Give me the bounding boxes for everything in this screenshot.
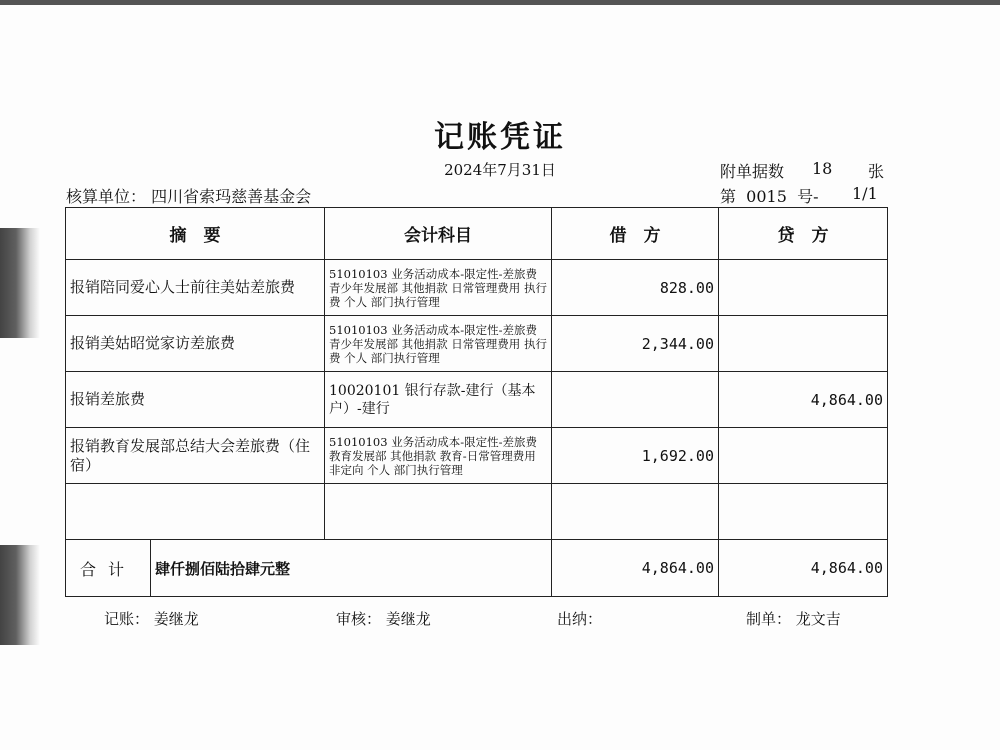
- entry-subject: [325, 484, 552, 540]
- attachments-label: 附单据数: [720, 162, 785, 181]
- scan-artifact: [0, 545, 40, 645]
- entry-summary: [66, 484, 325, 540]
- voucher-title: 记账凭证: [434, 120, 566, 155]
- attachments-count: 18: [812, 159, 833, 178]
- entry-summary: 报销陪同爱心人士前往美姑差旅费: [66, 260, 325, 316]
- scan-artifact: [0, 228, 40, 338]
- signature-cashier: [557, 608, 602, 629]
- entry-debit: 1,692.00: [552, 428, 719, 484]
- table-row: [66, 428, 888, 484]
- cashier-label: 出纳：: [557, 610, 603, 628]
- total-amount-in-words: 肆仟捌佰陆拾肆元整: [155, 559, 291, 578]
- entry-subject: 51010103 业务活动成本-限定性-差旅费 青少年发展部 其他捐款 日常管理费用 执行费 个人 部门执行管理: [325, 260, 552, 316]
- entry-debit: 2,344.00: [552, 316, 719, 372]
- entry-credit: [719, 260, 888, 316]
- table-row: [66, 260, 888, 316]
- reviewer-label: 审核：: [336, 610, 382, 628]
- total-row: [66, 540, 888, 597]
- total-cell: [66, 540, 552, 597]
- voucher-page: 1/1: [852, 184, 878, 203]
- entry-credit: [719, 316, 888, 372]
- accounting-unit-name: 四川省索玛慈善基金会: [151, 187, 312, 206]
- voucher-number: 第 0015 号-: [720, 187, 819, 206]
- table-row-empty: [66, 484, 888, 540]
- entry-debit: 828.00: [552, 260, 719, 316]
- bookkeeper-name: 姜继龙: [153, 610, 199, 628]
- total-label: 合计: [66, 540, 151, 596]
- entry-subject: 51010103 业务活动成本-限定性-差旅费 青少年发展部 其他捐款 日常管理费用 执行费 个人 部门执行管理: [325, 316, 552, 372]
- entry-summary: 报销差旅费: [66, 372, 325, 428]
- bookkeeper-label: 记账：: [104, 610, 150, 628]
- entry-debit: [552, 484, 719, 540]
- signature-bookkeeper: [104, 608, 199, 629]
- accounting-unit-label: 核算单位：: [66, 187, 147, 206]
- reviewer-name: 姜继龙: [385, 610, 431, 628]
- signature-preparer: [746, 608, 841, 629]
- header-subject: 会计科目: [325, 208, 552, 260]
- entry-credit: [719, 484, 888, 540]
- entry-summary: 报销美姑昭觉家访差旅费: [66, 316, 325, 372]
- scan-top-edge: [0, 0, 1000, 5]
- total-credit: 4,864.00: [719, 540, 888, 597]
- entry-subject: 51010103 业务活动成本-限定性-差旅费 教育发展部 其他捐款 教育-日常管理费用 非定向 个人 部门执行管理: [325, 428, 552, 484]
- voucher-date: 2024年7月31日: [444, 161, 556, 179]
- entry-debit: [552, 372, 719, 428]
- signature-reviewer: [336, 608, 431, 629]
- table-row: [66, 316, 888, 372]
- entry-credit: [719, 428, 888, 484]
- entry-subject: 10020101 银行存款-建行（基本户）-建行: [325, 372, 552, 428]
- table-row: [66, 372, 888, 428]
- entry-summary: 报销教育发展部总结大会差旅费（住宿）: [66, 428, 325, 484]
- entry-credit: 4,864.00: [719, 372, 888, 428]
- preparer-label: 制单：: [746, 610, 792, 628]
- total-debit: 4,864.00: [552, 540, 719, 597]
- table-header: [66, 208, 888, 260]
- preparer-name: 龙文吉: [795, 610, 841, 628]
- attachments-unit: 张: [868, 162, 885, 181]
- header-debit: 借 方: [552, 208, 719, 260]
- voucher-table: [65, 207, 888, 597]
- accounting-unit: [66, 184, 311, 207]
- header-credit: 贷 方: [719, 208, 888, 260]
- header-summary: 摘 要: [66, 208, 325, 260]
